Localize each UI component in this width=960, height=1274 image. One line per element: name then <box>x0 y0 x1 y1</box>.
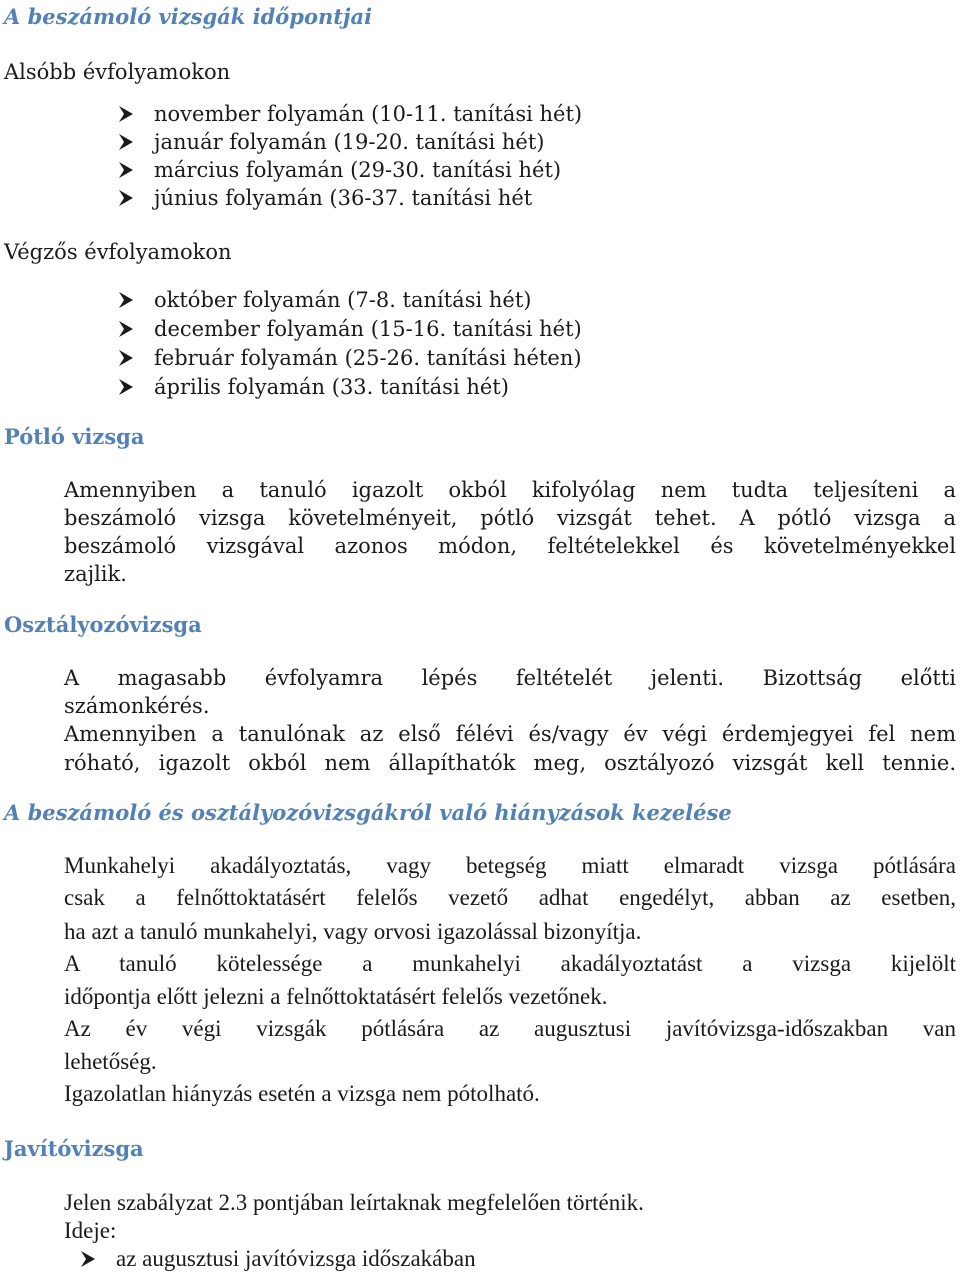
paragraph-line: beszámoló vizsga követelményeit, pótló vizsgát tehet. A pótló vizsga a <box>64 506 956 530</box>
arrowhead-bullet-icon <box>118 346 154 370</box>
list-item: február folyamán (25-26. tanítási héten) <box>118 346 582 370</box>
arrowhead-bullet-icon <box>118 130 154 154</box>
paragraph-line: Az év végi vizsgák pótlására az augusztusi javítóvizsga-időszakban van <box>64 1016 956 1041</box>
paragraph-line: időpontja előtt jelezni a felnőttoktatásért felelős vezetőnek. <box>64 984 608 1009</box>
section-title-exam-dates: A beszámoló vizsgák időpontjai <box>4 4 373 29</box>
arrowhead-bullet-icon <box>118 288 154 312</box>
list-item: január folyamán (19-20. tanítási hét) <box>118 130 544 154</box>
list-item: október folyamán (7-8. tanítási hét) <box>118 288 531 312</box>
section-title-retake: Javítóvizsga <box>4 1136 144 1161</box>
section-title-absence: A beszámoló és osztályozóvizsgákról való hiányzások kezelése <box>4 800 732 825</box>
list-item: április folyamán (33. tanítási hét) <box>118 375 509 399</box>
paragraph-line: Igazolatlan hiányzás esetén a vizsga nem pótolható. <box>64 1081 540 1106</box>
paragraph-line: beszámoló vizsgával azonos módon, feltételekkel és követelményekkel <box>64 534 956 558</box>
arrowhead-bullet-icon <box>118 375 154 399</box>
paragraph-line: A magasabb évfolyamra lépés feltételét jelenti. Bizottság előtti <box>64 666 956 690</box>
paragraph-line: Jelen szabályzat 2.3 pontjában leírtaknak megfelelően történik. <box>64 1190 644 1215</box>
paragraph-line: Munkahelyi akadályoztatás, vagy betegség miatt elmaradt vizsga pótlására <box>64 853 956 878</box>
paragraph-line: ha azt a tanuló munkahelyi, vagy orvosi igazolással bizonyítja. <box>64 919 642 944</box>
arrowhead-bullet-icon <box>118 158 154 182</box>
arrowhead-bullet-icon <box>118 186 154 210</box>
paragraph-line: Ideje: <box>64 1218 117 1243</box>
arrowhead-bullet-icon <box>118 317 154 341</box>
paragraph-line: számonkérés. <box>64 694 210 718</box>
paragraph-line: A tanuló kötelessége a munkahelyi akadályoztatást a vizsga kijelölt <box>64 951 956 976</box>
list-item: december folyamán (15-16. tanítási hét) <box>118 317 582 341</box>
paragraph-line: Amennyiben a tanulónak az első félévi és/vagy év végi érdemjegyei fel nem <box>64 722 956 746</box>
paragraph-line: lehetőség. <box>64 1049 157 1074</box>
list-item: az augusztusi javítóvizsga időszakában <box>80 1246 476 1272</box>
list-item: november folyamán (10-11. tanítási hét) <box>118 102 582 126</box>
paragraph-line: csak a felnőttoktatásért felelős vezető adhat engedélyt, abban az esetben, <box>64 885 956 910</box>
arrowhead-bullet-icon <box>118 102 154 126</box>
list-item: március folyamán (29-30. tanítási hét) <box>118 158 561 182</box>
paragraph-line: Amennyiben a tanuló igazolt okból kifolyólag nem tudta teljesíteni a <box>64 478 956 502</box>
section-title-makeup: Pótló vizsga <box>4 424 145 449</box>
list-item: június folyamán (36-37. tanítási hét <box>118 186 532 210</box>
lower-grades-label: Alsóbb évfolyamokon <box>4 60 231 84</box>
final-grades-label: Végzős évfolyamokon <box>4 240 232 264</box>
section-title-grading: Osztályozóvizsga <box>4 612 202 637</box>
paragraph-line: róható, igazolt okból nem állapíthatók meg, osztályozó vizsgát kell tennie. <box>64 751 956 775</box>
arrowhead-bullet-icon <box>80 1246 116 1272</box>
paragraph-line: zajlik. <box>64 562 127 586</box>
